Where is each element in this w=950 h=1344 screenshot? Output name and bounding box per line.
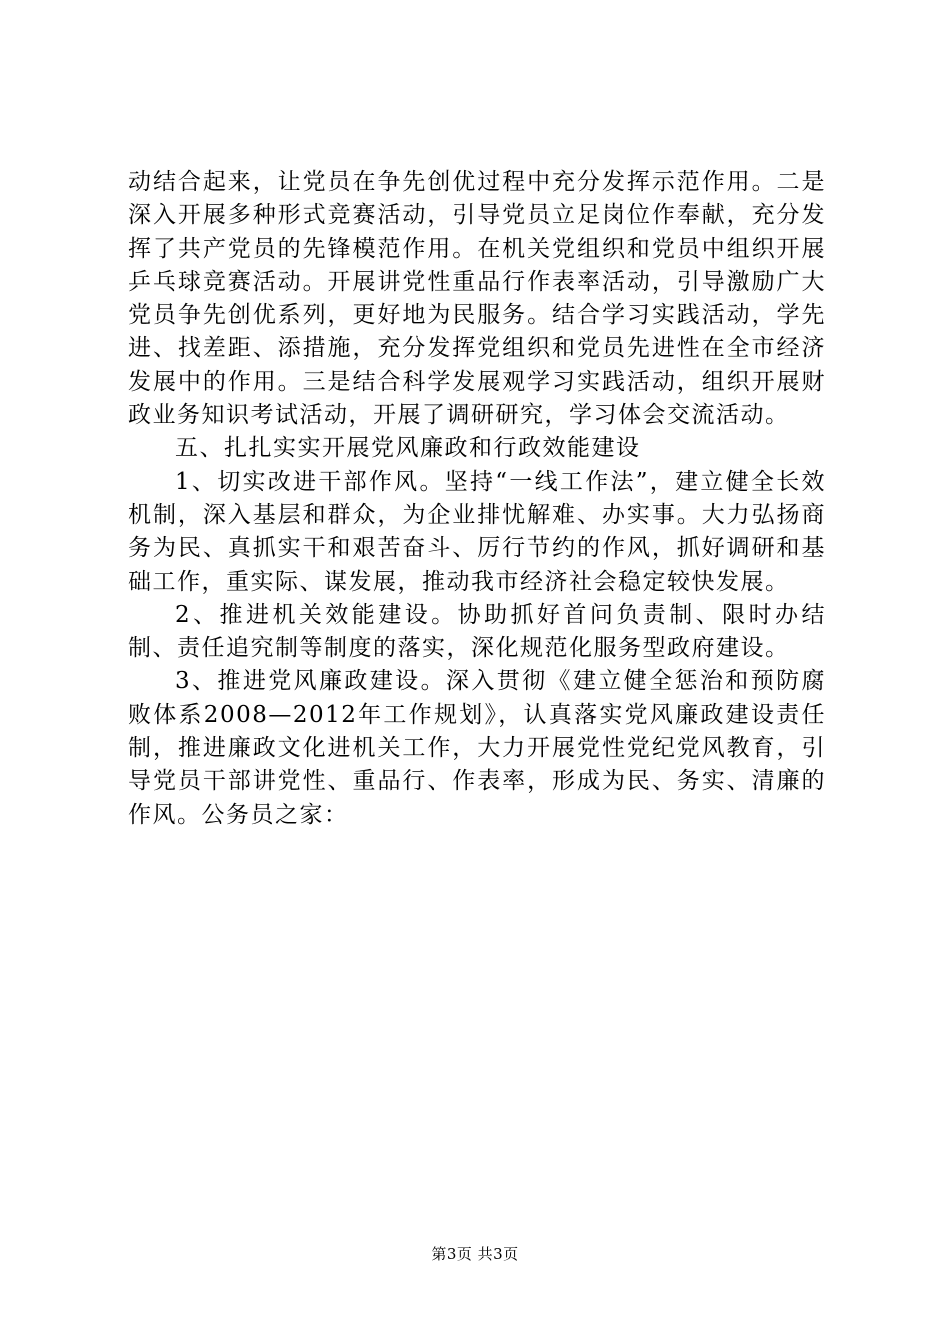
paragraph-item-3: 3、推进党风廉政建设。深入贯彻《建立健全惩治和预防腐败体系2008—2012年工作规划》，认真落实党风廉政建设责任制，推进廉政文化进机关工作，大力开展党性党纪党风教育，引导党员干部讲党性、重品行、作表率，形成为民、务实、清廉的作风。公务员之家： xyxy=(128,668,826,828)
paragraph-1: 动结合起来，让党员在争先创优过程中充分发挥示范作用。二是深入开展多种形式竞赛活动，引导党员立足岗位作奉献，充分发挥了共产党员的先锋模范作用。在机关党组织和党员中组织开展乒乓球竞赛活动。开展讲党性重品行作表率活动，引导激励广大党员争先创优系列，更好地为民服务。结合学习实践活动，学先进、找差距、添措施，充分发挥党组织和党员先进性在全市经济发展中的作用。三是结合科学发展观学习实践活动，组织开展财政业务知识考试活动，开展了调研研究，学习体会交流活动。 xyxy=(128,169,826,429)
section-heading-5: 五、扎扎实实开展党风廉政和行政效能建设 xyxy=(175,435,641,462)
paragraph-item-2: 2、推进机关效能建设。协助抓好首问负责制、限时办结制、责任追究制等制度的落实，深化规范化服务型政府建设。 xyxy=(128,601,826,662)
page-footer xyxy=(0,1244,950,1264)
document-body xyxy=(128,166,826,832)
paragraph-item-1: 1、切实改进干部作风。坚持“一线工作法”，建立健全长效机制，深入基层和群众，为企业排忧解难、办实事。大力弘扬商务为民、真抓实干和艰苦奋斗、厉行节约的作风，抓好调研和基础工作，重实际、谋发展，推动我市经济社会稳定较快发展。 xyxy=(128,468,826,595)
page-number-label: 第3页 共3页 xyxy=(431,1245,519,1263)
